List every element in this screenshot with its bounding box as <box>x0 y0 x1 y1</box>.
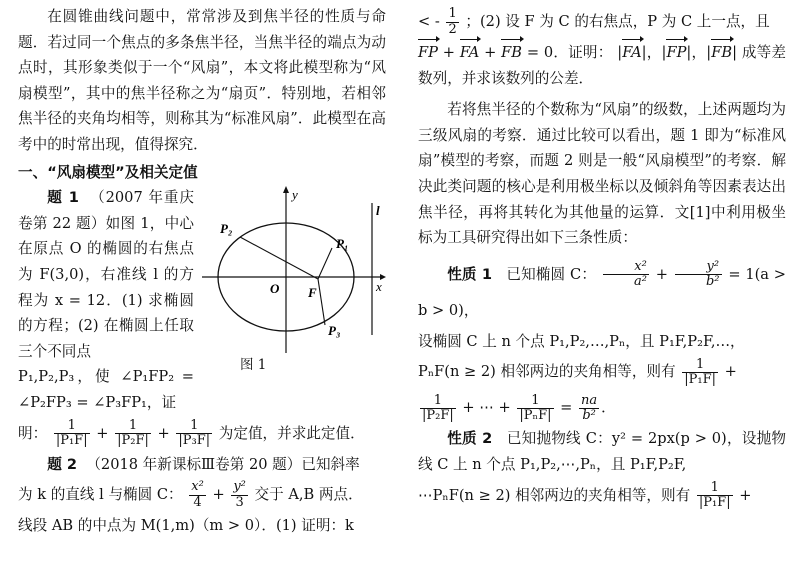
property-1-condition: = 1(a > b > 0)， <box>418 265 786 319</box>
property-2-angles-text: ⋯PₙF(n ≥ 2) 相邻两边的夹角相等，则有 <box>418 486 691 504</box>
frac-den: 3 <box>235 494 244 510</box>
frac-num: x² <box>191 479 204 495</box>
abs-vector-fb: FB <box>711 40 732 66</box>
frac-num: y² <box>233 479 246 495</box>
frac-den: |PₙF| <box>519 407 552 423</box>
fraction-p2f-b <box>420 394 456 424</box>
figure-1 <box>200 185 386 381</box>
focal-radius-1 <box>240 237 318 279</box>
frac-den: |P₁F| <box>55 433 88 448</box>
label-p2: P₂ <box>220 221 233 237</box>
frac-num: 1 <box>54 419 90 434</box>
property-2-angles <box>418 478 786 514</box>
label-o: O <box>270 281 280 297</box>
question-2-continued <box>418 4 786 40</box>
fraction-p1f-b <box>682 358 718 388</box>
question-2-source: （2018 年新课标Ⅲ卷第 20 题）已知斜率 <box>86 455 360 473</box>
label-p1: P₁ <box>336 236 349 252</box>
question-2-header <box>18 452 386 478</box>
frac-den: |P₁F| <box>698 495 731 511</box>
fraction-half <box>446 7 458 37</box>
plus-sign: + <box>96 424 109 442</box>
figure-caption: 图 1 <box>240 357 267 374</box>
property-1-label: 性质 1 <box>447 265 493 283</box>
fraction-p1f-c <box>697 481 733 511</box>
frac-den: |P₂F| <box>422 407 454 423</box>
frac-den: b² <box>582 407 596 423</box>
frac-den: a² <box>634 274 647 290</box>
frac-den: |P₂F| <box>117 433 149 448</box>
fraction-x2-4 <box>189 480 206 510</box>
vector-condition: FP + FA + FB = 0．证明： |FA|，|FP|，|FB| 成等差数列，并求该数列的公差． <box>418 40 786 91</box>
frac-num: x² <box>603 260 649 275</box>
question-2-label: 题 2 <box>47 455 78 473</box>
frac-den: 2 <box>448 21 457 37</box>
question-2-body-b: 为 k 的直线 l 与椭圆 C： <box>18 486 183 504</box>
focal-radius-3 <box>318 279 325 325</box>
fraction-y2-3 <box>231 480 248 510</box>
ellipse-diagram <box>200 185 386 355</box>
analysis-paragraph: 若将焦半径的个数称为“风扇”的级数，上述两题均为三级风扇的考察．通过比较可以看出，题 1 即为“标准风扇”模型的考察，而题 2 则是一般“风扇模型”的考察．解决此类问题的核心是利用极坐标以及倾斜角等因素表达出焦半径，再将其转化为其他量的运算．文[1]中利用极坐标为工具研究得出如下三条性质： <box>418 101 786 247</box>
vector-condition-text: = 0．证明： <box>526 44 613 61</box>
frac-num: na <box>581 392 598 408</box>
label-f: F <box>308 285 317 301</box>
vector-fb: FB <box>501 40 522 66</box>
question-2-ellipse-line <box>18 477 386 513</box>
frac-num: 1 <box>448 6 457 22</box>
inequality-prefix: < - <box>418 13 440 30</box>
plus-sign: + <box>212 486 225 504</box>
abs-vector-fa: FA <box>622 40 641 66</box>
plus-sign: + <box>157 424 170 442</box>
property-1-angles <box>418 354 786 390</box>
property-2-label: 性质 2 <box>447 430 493 448</box>
left-column <box>18 4 386 539</box>
property-1-points: 设椭圆 C 上 n 个点 P₁,P₂,…,Pₙ，且 P₁F,P₂F,…， <box>418 332 745 350</box>
proof-suffix: 为定值，并求此定值． <box>218 424 365 442</box>
fraction-p2f <box>115 419 151 449</box>
plus-sign: + <box>724 363 737 381</box>
right-column <box>418 4 786 514</box>
question-1-proof <box>18 416 386 452</box>
frac-den: 4 <box>193 494 202 510</box>
y-axis-arrow <box>283 186 289 193</box>
intro-paragraph: 在圆锥曲线问题中，常常涉及到焦半径的性质与命题．若过同一个焦点的多条焦半径，当焦半径的端点为动点时，其形象类似于一个“风扇”，本文将此模型称为“风扇模型”，其中的焦半径称之为“扇页”．特别地，若相邻焦半径的夹角均相等，则称其为“标准风扇”．此模型在高考中的时常出现，值得探究． <box>18 8 386 153</box>
question-1-body: （2007 年重庆卷第 22 题）如图 1，中心在原点 O 的椭圆的右焦点为 F(3,0)，右准线 l 的方程为 x = 12．(1) 求椭圆的方程；(2) 在椭圆上任取三个不同点 <box>18 189 194 360</box>
plus-sign: + <box>739 486 752 504</box>
fraction-p3f <box>176 419 212 449</box>
frac-num: 1 <box>697 481 733 496</box>
vector-fa: FA <box>460 40 479 66</box>
question-2-part-2: ；(2) 设 F 为 C 的右焦点，P 为 C 上一点，且 <box>465 13 770 30</box>
label-x: x <box>376 279 382 295</box>
frac-num: 1 <box>115 419 151 434</box>
fraction-p1f <box>54 419 90 449</box>
label-p3: P₃ <box>328 323 341 339</box>
frac-den: |P₃F| <box>178 433 211 448</box>
property-1-angles-text: PₙF(n ≥ 2) 相邻两边的夹角相等，则有 <box>418 363 676 381</box>
fraction-na-b2 <box>579 394 599 424</box>
proof-prefix: 明： <box>18 424 48 442</box>
frac-num: 1 <box>682 358 718 373</box>
property-2-statement <box>418 426 786 477</box>
focal-radius-2 <box>318 248 332 279</box>
frac-den: |P₁F| <box>684 371 716 387</box>
label-y: y <box>292 187 298 203</box>
question-2-body-c: 交于 A,B 两点． <box>254 486 363 504</box>
frac-num: 1 <box>176 419 212 434</box>
frac-num: 1 <box>517 394 553 409</box>
property-1-statement <box>418 257 786 329</box>
question-1-label: 题 1 <box>47 189 79 207</box>
fraction-y2-b2 <box>675 260 722 290</box>
plus-sign: + <box>655 265 669 283</box>
question-2-midpoint: 线段 AB 的中点为 M(1,m)（m > 0）．(1) 证明：k <box>18 517 354 535</box>
equals-sign: = <box>560 399 573 417</box>
property-2-body: 已知抛物线 C：y² = 2px(p > 0)，设抛物线 C 上 n 个点 P₁,P₂,⋯,Pₙ，且 P₁F,P₂F, <box>418 430 786 473</box>
frac-num: 1 <box>420 394 456 409</box>
property-1-sum: $\frac{1}{\text{|P₂F|}}$ + ⋯ + $\frac{1}{\text{|PₙF|}}$ = $\frac{na}{\text{b²}}$ ． <box>422 392 616 423</box>
frac-den: b² <box>705 274 720 290</box>
sum-ellipsis: + ⋯ + <box>462 399 511 417</box>
question-1-continued: P₁,P₂,P₃，使 ∠P₁FP₂ = ∠P₂FP₃ = ∠P₃FP₁，证 <box>18 368 194 411</box>
abs-vector-fp: FP <box>666 40 686 66</box>
question-2-conclusion: 成等差数列，并求该数列的公差． <box>418 44 786 87</box>
vector-fp: FP <box>418 40 438 66</box>
section-title: 一、“风扇模型”及相关定值 <box>18 163 198 181</box>
fraction-pnf <box>517 394 553 424</box>
label-l: l <box>376 203 380 219</box>
frac-num: y² <box>675 260 722 275</box>
property-1-intro: 已知椭圆 C： <box>506 265 597 283</box>
fraction-x2-a2 <box>603 260 649 290</box>
